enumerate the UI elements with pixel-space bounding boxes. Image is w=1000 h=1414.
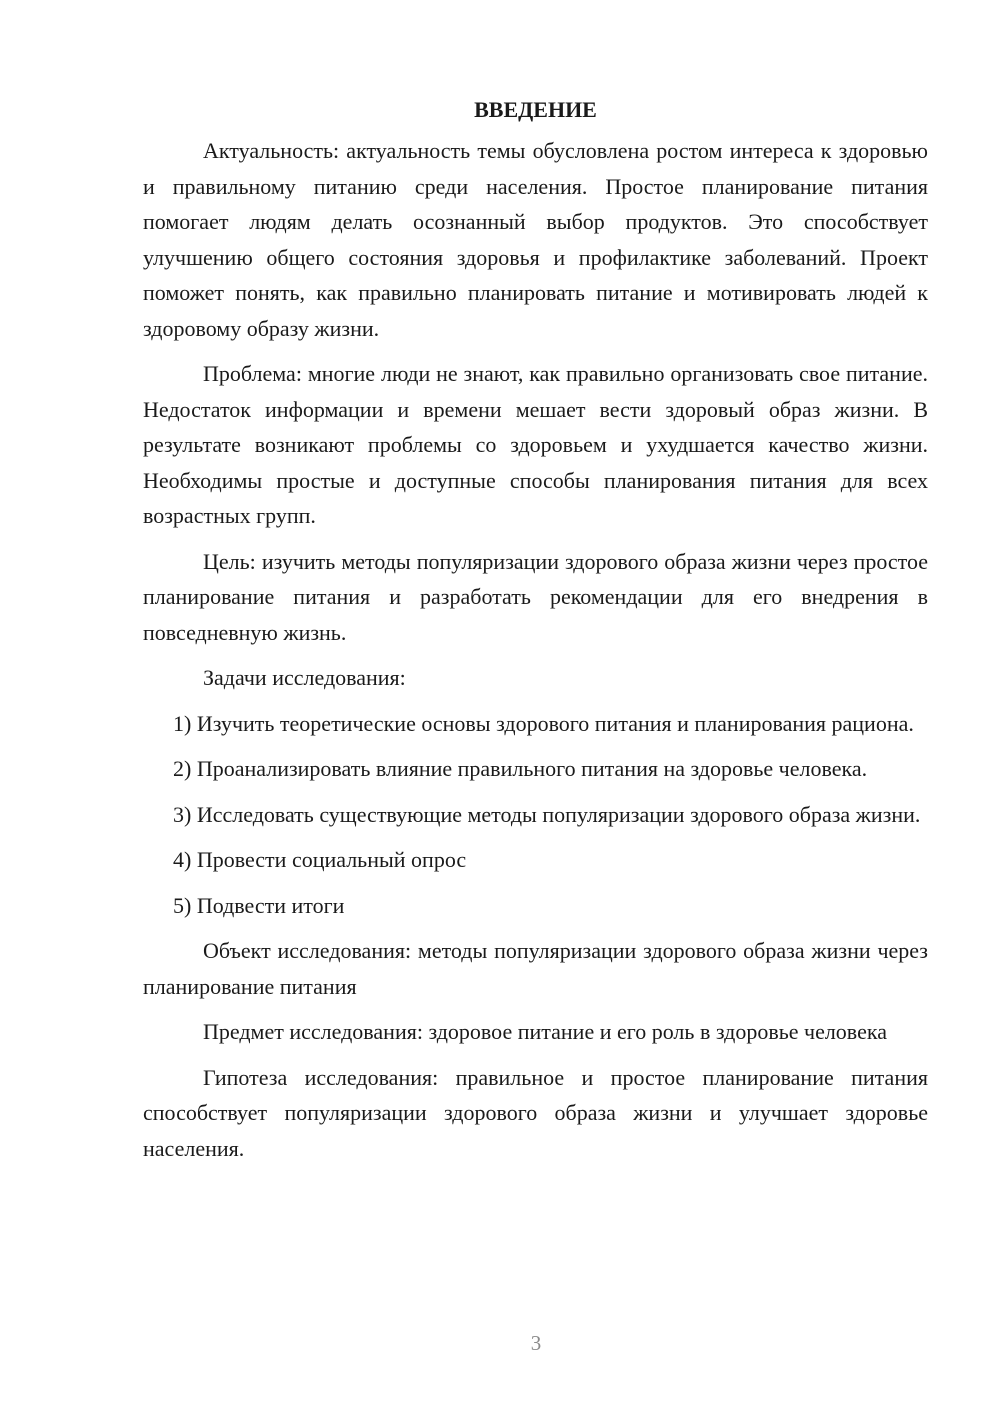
task-item-2: 2) Проанализировать влияние правильного питания на здоровье человека. [173,756,868,781]
task-item-1: 1) Изучить теоретические основы здорового питания и планирования рациона. [173,710,914,736]
page-number: 3 [530,1331,542,1355]
task-item-4: 4) Провести социальный опрос [173,847,467,872]
document-body [143,92,928,1176]
page-title: ВВЕДЕНИЕ [474,97,597,122]
object-paragraph: Объект исследования: методы популяризации здорового образа жизни через планирование питания [143,938,928,999]
hypothesis-paragraph: Гипотеза исследования: правильное и простое планирование питания способствует популяризации здорового образа жизни и улучшает здоровье населения. [143,1064,928,1161]
tasks-heading: Задачи исследования: [203,665,406,690]
goal-paragraph: Цель: изучить методы популяризации здорового образа жизни через простое планирование питания и разработать рекомендации для его внедрения в повседневную жизнь. [143,548,928,645]
subject-paragraph: Предмет исследования: здоровое питание и его роль в здоровье человека [203,1019,887,1044]
relevance-paragraph: Актуальность: актуальность темы обусловлена ростом интереса к здоровью и правильному питанию среди населения. Простое планирование питания помогает людям делать осознанный выбор продуктов. Это способствует улучшению общего состояния здоровья и профилактике заболеваний. Проект поможет понять, как правильно планировать питание и мотивировать людей к здоровому образу жизни. [143,138,928,341]
problem-paragraph: Проблема: многие люди не знают, как правильно организовать свое питание. Недостаток информации и времени мешает вести здоровый образ жизни. В результате возникают проблемы со здоровьем и ухудшается качество жизни. Необходимы простые и доступные способы планирования питания для всех возрастных групп. [143,361,928,528]
task-item-5: 5) Подвести итоги [173,892,345,918]
task-item-3: 3) Исследовать существующие методы популяризации здорового образа жизни. [173,801,921,827]
